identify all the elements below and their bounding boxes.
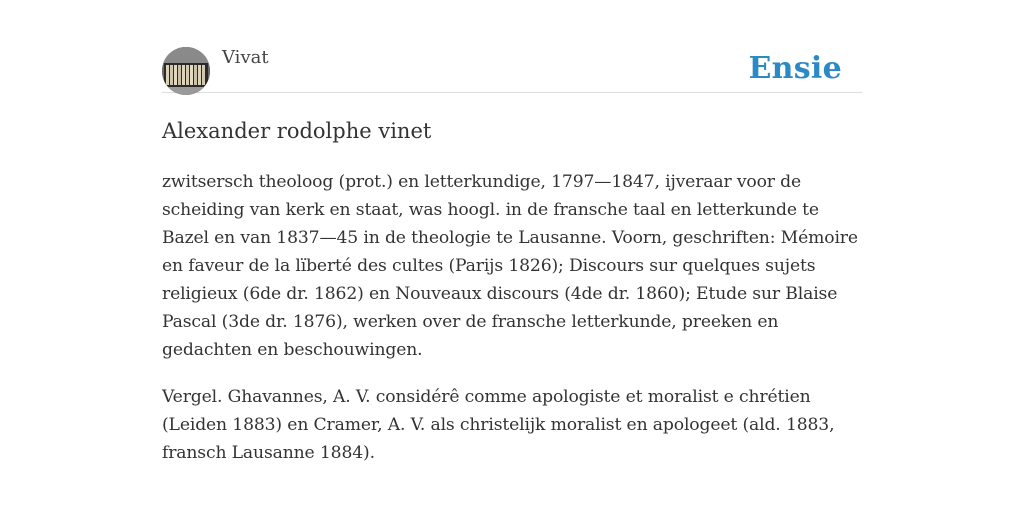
- page-container: [162, 0, 862, 463]
- book-name[interactable]: Vivat: [222, 47, 269, 68]
- article-paragraph: zwitsersch theoloog (prot.) en letterkundige, 1797—1847, ijveraar voor de scheiding van kerk en staat, was hoogl. in de fransche taal en letterkunde te Bazel en van 1837—45 in de theologie te Lausanne. Voorn, geschriften: Mémoire en faveur de la lïberté des cultes (Parijs 1826); Discours sur quelques sujets religieux (6de dr. 1862) en Nouveaux discours (4de dr. 1860); Etude sur Blaise Pascal (3de dr. 1876), werken over de fransche letterkunde, preeken en gedachten en beschouwingen.: [162, 172, 858, 360]
- header: [162, 0, 862, 93]
- page-title: Alexander rodolphe vinet: [162, 119, 432, 143]
- brand-logo[interactable]: Ensie: [748, 51, 842, 86]
- article-body: [162, 168, 868, 486]
- book-shelf-avatar-icon[interactable]: [162, 47, 210, 95]
- article-paragraph: Vergel. Ghavannes, A. V. considérê comme apologiste et moralist e chrétien (Leiden 1883) en Cramer, A. V. als christelijk moralist en apologeet (ald. 1883, fransch Lausanne 1884).: [162, 387, 835, 463]
